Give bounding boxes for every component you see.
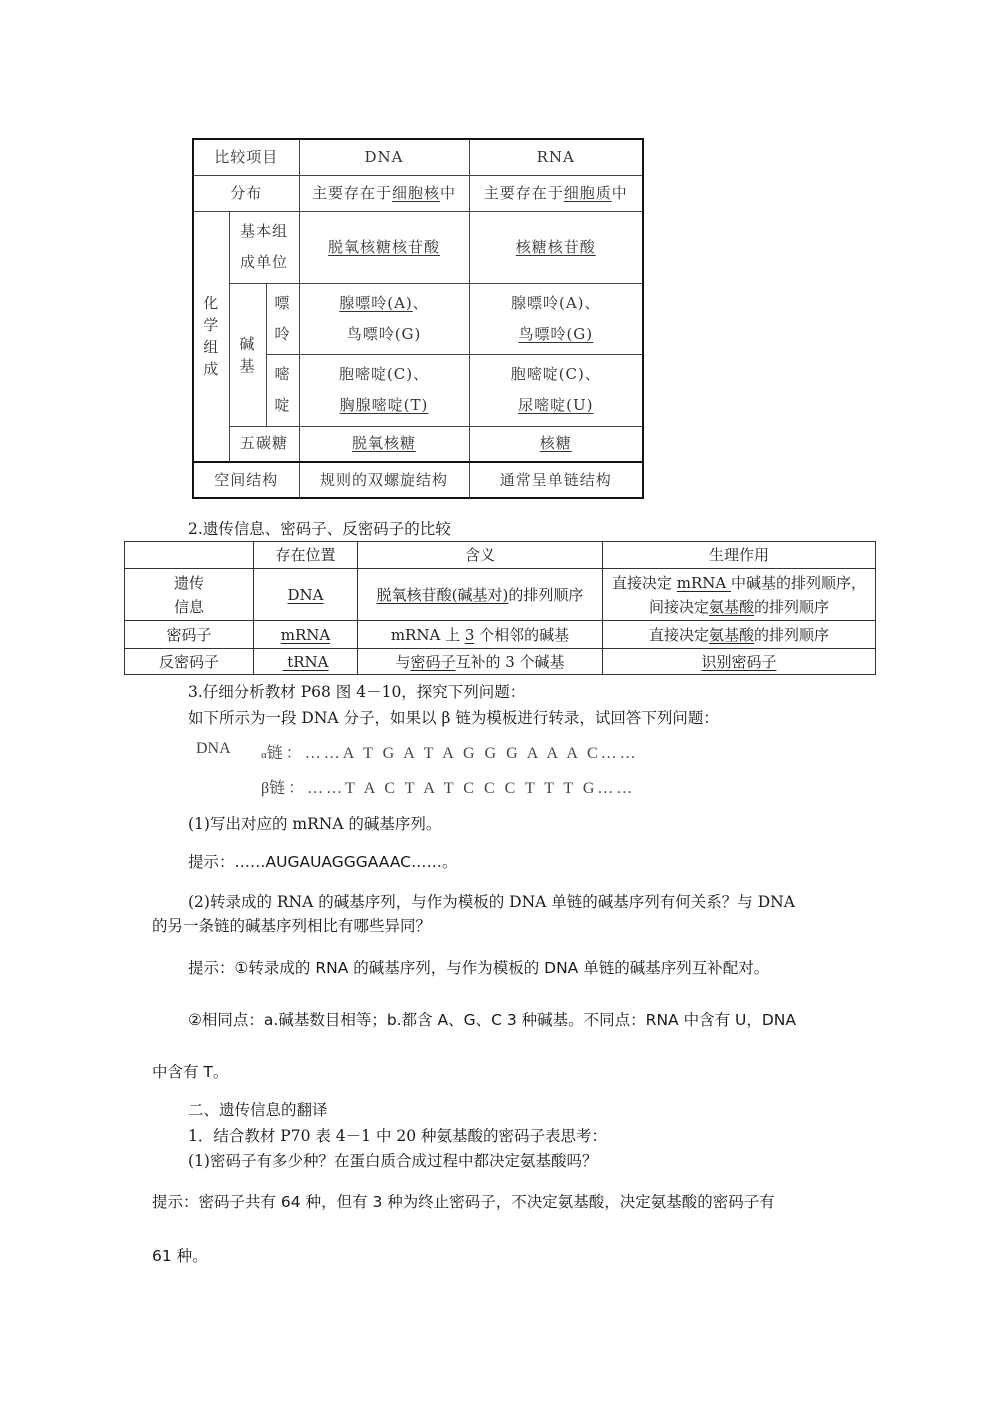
genetic-info-codon-table: [124, 541, 876, 675]
header-cell-item: 比较项目: [193, 139, 299, 175]
text: 主要存在于: [483, 183, 564, 202]
hint-answer: ②相同点：a.碱基数目相等；b.都含 A、G、C 3 种碱基。不同点：RNA 中含有 U，DNA: [188, 1011, 796, 1029]
answer-text: 脱氧核糖核苷酸: [328, 237, 441, 256]
answer-text: DNA: [287, 585, 324, 604]
answer-text: 氨基酸: [708, 597, 754, 616]
text: 个相邻的碱基: [474, 625, 570, 644]
cell-meaning: [358, 621, 603, 649]
cell-function: [603, 621, 876, 649]
answer-text: mRNA: [676, 573, 731, 592]
text: 直接决定: [611, 573, 677, 592]
header-cell-location: 存在位置: [254, 542, 358, 569]
header-cell-function: 生理作用: [603, 542, 876, 569]
hint-answer: 提示：密码子共有 64 种，但有 3 种为终止密码子，不决定氨基酸，决定氨基酸的密码子有: [152, 1193, 775, 1211]
part-heading: 二、遗传信息的翻译: [188, 1101, 328, 1119]
row-label: 密码子: [125, 621, 254, 649]
text: 的排列顺序: [754, 625, 830, 644]
table-row-genetic-info: [125, 569, 876, 621]
section-heading: 2.遗传信息、密码子、反密码子的比较: [188, 520, 451, 538]
answer-text: 密码子: [410, 652, 456, 671]
answer-text: 尿嘧啶(U): [518, 396, 594, 414]
base-label: [229, 283, 266, 426]
text: 的排列顺序: [754, 597, 830, 616]
table-header-row: [193, 139, 643, 175]
answer-text: 脱氧核苷酸(碱基对): [376, 585, 509, 604]
alpha-symbol: α: [261, 749, 267, 761]
header-cell-meaning: 含义: [358, 542, 603, 569]
table-row-structure: [193, 462, 643, 498]
question: (1)密码子有多少种？在蛋白质合成过程中都决定氨基酸吗？: [188, 1152, 598, 1170]
cell-rna-distribution: [469, 175, 643, 211]
table-row-basic-unit: [193, 211, 643, 283]
answer-text: 腺嘌呤(A): [339, 293, 413, 312]
text: 腺嘌呤(A)、: [511, 293, 601, 312]
beta-chain: [261, 775, 635, 798]
hint-answer: 中含有 T。: [152, 1063, 229, 1081]
paragraph: 1．结合教材 P70 表 4－1 中 20 种氨基酸的密码子表思考：: [188, 1127, 608, 1145]
text: 主要存在于: [312, 183, 393, 202]
answer-text: 3: [464, 625, 475, 644]
row-label: 分布: [193, 175, 299, 211]
table-row-purine: [193, 283, 643, 354]
char: 嘧: [274, 365, 291, 383]
hint-answer: 提示：①转录成的 RNA 的碱基序列，与作为模板的 DNA 单链的碱基序列互补配对。: [188, 959, 770, 977]
text: 互补的 3 个碱基: [455, 652, 565, 671]
cell-function: [603, 569, 876, 621]
cell-rna-basic-unit: [469, 211, 643, 283]
cell-dna-basic-unit: [299, 211, 469, 283]
cell-location: [254, 621, 358, 649]
answer-text: 核糖: [539, 434, 572, 453]
hint-answer: 61 种。: [152, 1247, 208, 1265]
cell-rna-structure: 通常呈单链结构: [469, 462, 643, 498]
beta-symbol: β: [261, 780, 270, 797]
table-row-anticodon: [125, 649, 876, 675]
text: mRNA 上: [390, 625, 465, 644]
purine-label: [266, 283, 299, 354]
text: 遗传: [173, 573, 204, 592]
answer-text: tRNA: [282, 652, 329, 671]
row-label: 空间结构: [193, 462, 299, 498]
table-row-distribution: [193, 175, 643, 211]
text: 鸟嘌呤(G): [346, 324, 422, 343]
alpha-sequence: 链：……A T G A T A G G G A A A C……: [266, 745, 639, 762]
table-row-codon: [125, 621, 876, 649]
text: 成单位: [240, 253, 289, 271]
cell-function: [603, 649, 876, 675]
answer-text: 细胞核: [392, 183, 441, 202]
cell-rna-purine: [469, 283, 643, 354]
row-label: 反密码子: [125, 649, 254, 675]
char: 基: [239, 356, 256, 375]
cell-meaning: [358, 569, 603, 621]
answer-text: mRNA: [280, 625, 331, 644]
chemical-composition-label: [193, 211, 229, 462]
table-header-row: [125, 542, 876, 569]
text: 与: [395, 652, 411, 671]
row-label: 五碳糖: [229, 426, 299, 462]
char: 啶: [274, 396, 291, 414]
text: 胞嘧啶(C)、: [510, 365, 601, 383]
header-cell-empty: [125, 542, 254, 569]
question: 的另一条链的碱基序列相比有哪些异同？: [152, 917, 432, 935]
question: (2)转录成的 RNA 的碱基序列，与作为模板的 DNA 单链的碱基序列有何关系？与 DNA: [188, 893, 795, 911]
answer-text: 脱氧核糖: [352, 434, 417, 453]
dna-rna-comparison-table: [192, 138, 644, 499]
paragraph: 如下所示为一段 DNA 分子，如果以 β 链为模板进行转录，试回答下列问题：: [188, 709, 719, 727]
text: 、: [412, 293, 429, 312]
text: 基本组: [240, 222, 289, 240]
cell-location: [254, 649, 358, 675]
alpha-chain: [261, 740, 639, 763]
char: 组: [203, 338, 220, 357]
char: 呤: [274, 324, 291, 343]
answer-text: 氨基酸: [708, 625, 754, 644]
char: 成: [203, 360, 220, 379]
row-label: [125, 569, 254, 621]
char: 碱: [239, 334, 256, 353]
section-heading: 3.仔细分析教材 P68 图 4－10，探究下列问题：: [188, 683, 526, 701]
answer-text: 细胞质: [563, 183, 612, 202]
answer-text: 核糖核苷酸: [515, 237, 596, 256]
cell-location: [254, 569, 358, 621]
cell-dna-purine: [299, 283, 469, 354]
header-cell-dna: DNA: [299, 139, 469, 175]
cell-rna-pentose: [469, 426, 643, 462]
text: 信息: [173, 597, 204, 616]
cell-dna-pyrimidine: [299, 354, 469, 426]
hint-answer: 提示：……AUGAUAGGGAAAC……。: [188, 853, 458, 871]
beta-sequence: 链：……T A C T A T C C C T T T G……: [269, 780, 636, 797]
answer-text: 胸腺嘧啶(T): [339, 396, 429, 414]
cell-dna-pentose: [299, 426, 469, 462]
pyrimidine-label: [266, 354, 299, 426]
cell-dna-distribution: [299, 175, 469, 211]
answer-text: 鸟嘌呤(G): [518, 324, 594, 343]
text: 中碱基的排列顺序，间接决定: [648, 573, 867, 616]
text: 直接决定: [648, 625, 709, 644]
cell-dna-structure: 规则的双螺旋结构: [299, 462, 469, 498]
char: 化: [203, 294, 220, 313]
question: (1)写出对应的 mRNA 的碱基序列。: [188, 815, 442, 833]
dna-label: DNA: [196, 740, 231, 757]
text: 胞嘧啶(C)、: [338, 365, 430, 383]
cell-rna-pyrimidine: [469, 354, 643, 426]
header-cell-rna: RNA: [469, 139, 643, 175]
row-label: [229, 211, 299, 283]
answer-text: 识别密码子: [701, 652, 777, 671]
text: 的排列顺序: [508, 585, 584, 604]
cell-meaning: [358, 649, 603, 675]
char: 嘌: [274, 293, 291, 312]
text: 中: [611, 183, 628, 202]
table-row-pentose: [193, 426, 643, 462]
char: 学: [203, 316, 220, 335]
text: 中: [440, 183, 457, 202]
